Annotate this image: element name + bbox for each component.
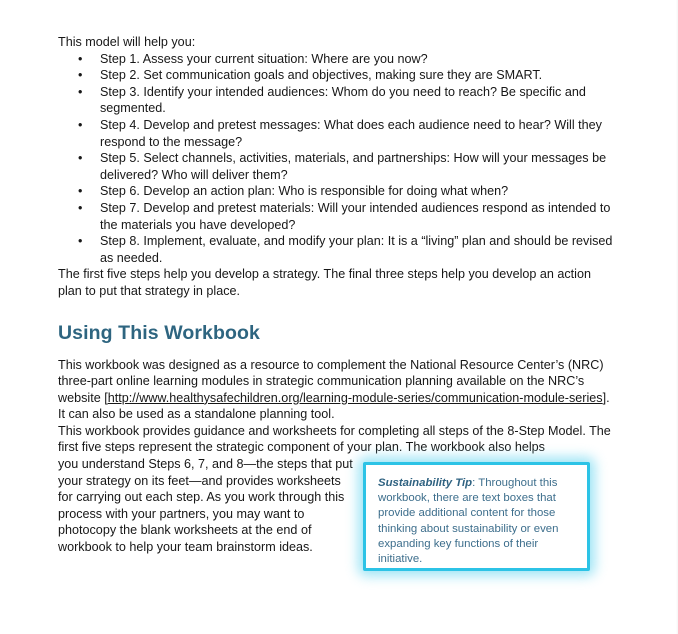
list-item	[58, 150, 616, 183]
list-item	[58, 200, 616, 233]
bullet-icon: •	[78, 51, 83, 66]
list-item	[58, 233, 616, 266]
page-title: Using This Workbook	[58, 321, 260, 344]
callout-label: Sustainability Tip	[378, 477, 473, 489]
list-item-label: Step 8. Implement, evaluate, and modify your plan: It is a “living” plan and should be revised as needed.	[100, 234, 613, 265]
list-item-label: Step 3. Identify your intended audiences: Whom do you need to reach? Be specific and segmented.	[100, 84, 586, 116]
list-item	[58, 183, 616, 200]
bullet-icon: •	[78, 68, 83, 83]
list-item	[58, 51, 616, 68]
paragraph-text-after-link: ]. It can also be used as a standalone planning tool.	[58, 390, 610, 422]
step-list	[58, 51, 616, 267]
bullet-icon: •	[78, 200, 83, 215]
list-item	[58, 117, 616, 150]
workbook-guidance-paragraph: This workbook provides guidance and worksheets for completing all steps of the 8-Step Model. The first five steps represent the strategic component of your plan. The workbook also helps	[58, 423, 611, 455]
intro-paragraph: This model will help you:	[58, 35, 196, 49]
summary-paragraph: The first five steps help you develop a strategy. The final three steps help you develop an action plan to put that strategy in place.	[58, 267, 591, 298]
list-item-label: Step 6. Develop an action plan: Who is responsible for doing what when?	[100, 184, 509, 199]
workbook-guidance-paragraph-continued: you understand Steps 6, 7, and 8—the steps that put your strategy on its feet—and provides worksheets for carrying out each step. As you work through this process with your partners, you may want to photocopy the blank worksheets at the end of workbook to help your team brainstorm ideas.	[58, 457, 353, 555]
bullet-icon: •	[78, 117, 83, 132]
list-item-label: Step 7. Develop and pretest materials: Will your intended audiences respond as intended to the materials you have developed?	[100, 200, 611, 232]
callout-text	[366, 465, 587, 567]
list-item-label: Step 4. Develop and pretest messages: What does each audience need to hear? Will they respond to the message?	[100, 117, 602, 149]
workbook-description-paragraph	[58, 357, 616, 423]
bullet-icon: •	[78, 184, 83, 199]
bullet-icon: •	[78, 234, 83, 249]
nrc-website-link[interactable]: http://www.healthysafechildren.org/learning-module-series/communication-module-series	[107, 390, 603, 405]
list-item-label: Step 5. Select channels, activities, materials, and partnerships: How will your messages be delivered? Who will deliver them?	[100, 151, 607, 182]
list-item-label: Step 2. Set communication goals and objectives, making sure they are SMART.	[100, 68, 543, 83]
list-item	[58, 84, 616, 117]
bullet-icon: •	[78, 151, 83, 166]
list-item-label: Step 1. Assess your current situation: Where are you now?	[100, 51, 428, 66]
bullet-icon: •	[78, 84, 83, 99]
callout-body: : Throughout this workbook, there are text boxes that provide additional content for those thinking about sustainability or even expanding key functions of their initiative.	[378, 477, 559, 566]
callout-box	[363, 462, 590, 571]
paragraph-text-before-link: This workbook was designed as a resource to complement the National Resource Center’s (NRC) three-part online learning modules in strategic communication planning available on the NRC’s website [	[58, 357, 604, 405]
sustainability-tip-callout	[363, 462, 590, 571]
list-item	[58, 67, 616, 84]
